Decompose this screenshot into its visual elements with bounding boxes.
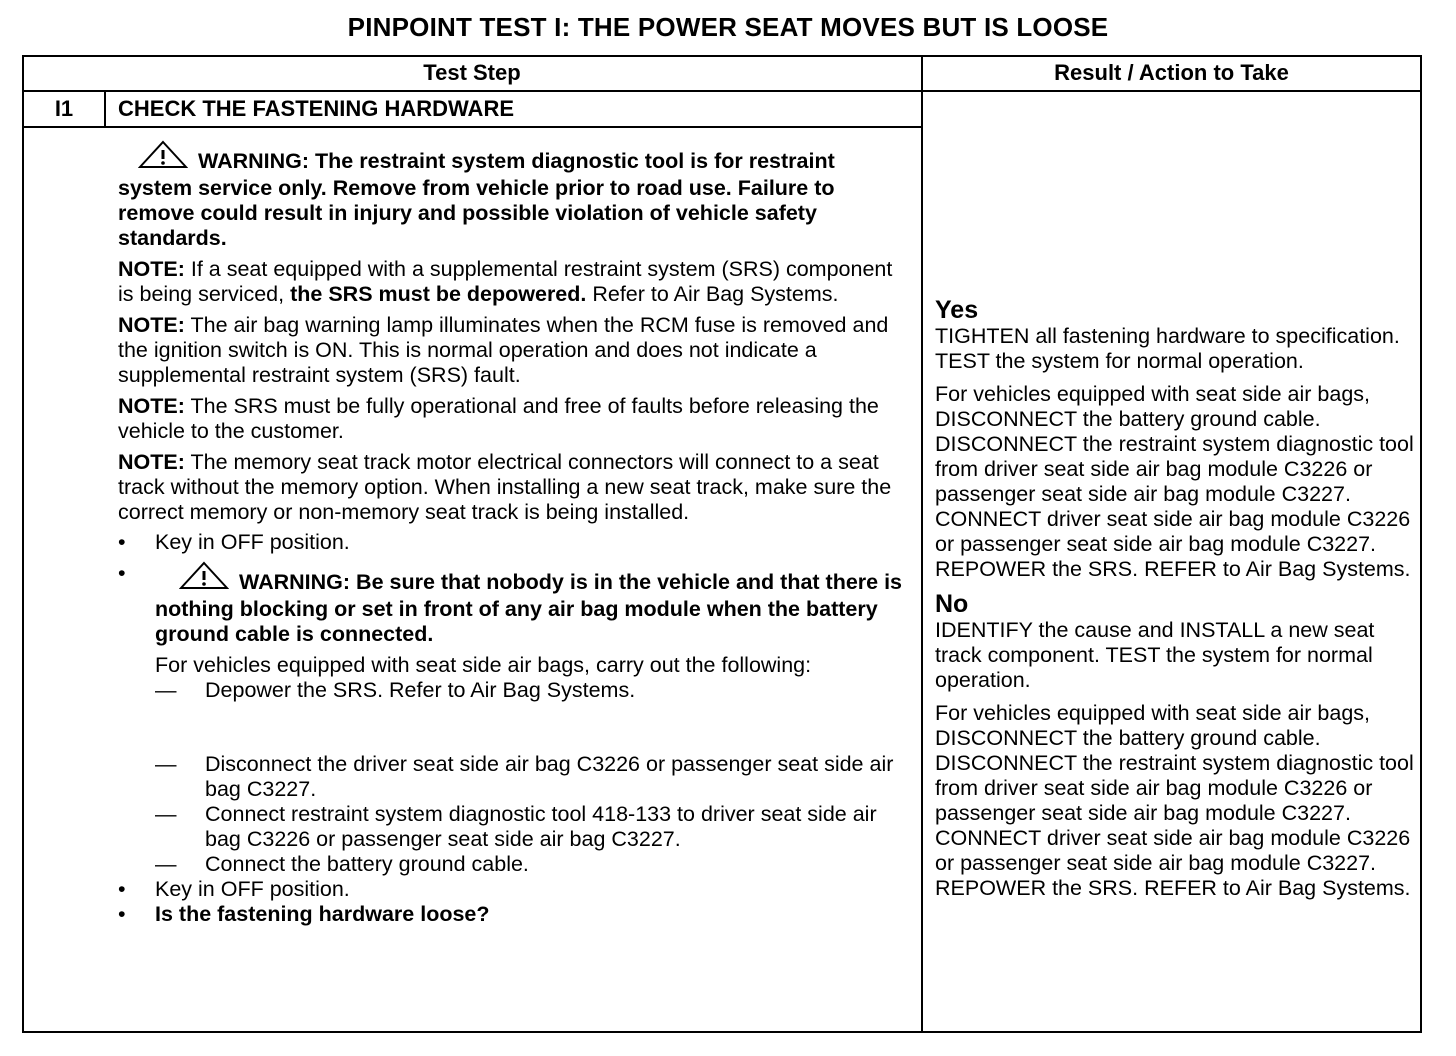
result-column: [935, 296, 1420, 909]
list-item: • Key in OFF position.: [118, 877, 350, 901]
list-item: • Key in OFF position.: [118, 530, 350, 554]
vehicles-instructions: For vehicles equipped with seat side air bags, carry out the following:: [155, 653, 812, 677]
column-divider: [921, 56, 923, 1032]
list-item: — Connect the battery ground cable.: [155, 852, 529, 876]
result-no-vehicles: For vehicles equipped with seat side air bags, DISCONNECT the battery ground cable. DISCONNECT the restraint system diagnostic tool from driver seat side air bag module C3226 or passenger seat side air bag module C3227. CONNECT driver seat side air bag module C3226 or passenger seat side air bag module C3227. REPOWER the SRS. REFER to Air Bag Systems.: [935, 701, 1414, 900]
note-memory-seat: NOTE: The memory seat track motor electrical connectors will connect to a seat track without the memory option. When installing a new seat track, make sure the correct memory or non-memory seat track is being installed.: [118, 450, 892, 524]
warning-triangle-icon: [167, 561, 229, 597]
note-srs-operational: NOTE: The SRS must be fully operational and free of faults before releasing the vehicle to the customer.: [118, 394, 879, 443]
list-item: — Connect restraint system diagnostic tool 418-133 to driver seat side air bag C3226 or passenger seat side air bag C3227.: [155, 802, 877, 851]
note-srs-depowered: NOTE: If a seat equipped with a supplemental restraint system (SRS) component is being serviced, the SRS must be depowered. Refer to Air Bag Systems.: [118, 257, 893, 306]
list-item-question: • Is the fastening hardware loose?: [118, 902, 490, 926]
step-row-divider: [23, 126, 921, 128]
step-title: CHECK THE FASTENING HARDWARE: [118, 96, 515, 121]
test-step-body: [118, 140, 908, 927]
result-yes-vehicles: For vehicles equipped with seat side air bags, DISCONNECT the battery ground cable. DISCONNECT the restraint system diagnostic tool from driver seat side air bag module C3226 or passenger seat side air bag module C3227. CONNECT driver seat side air bag module C3226 or passenger seat side air bag module C3227. REPOWER the SRS. REFER to Air Bag Systems.: [935, 382, 1414, 581]
result-no-text: IDENTIFY the cause and INSTALL a new seat track component. TEST the system for normal operation.: [935, 618, 1375, 692]
header-result: Result / Action to Take: [1054, 60, 1289, 85]
list-item: — Disconnect the driver seat side air bag C3226 or passenger seat side air bag C3227.: [155, 752, 894, 801]
result-yes-text: TIGHTEN all fastening hardware to specification. TEST the system for normal operation.: [935, 324, 1400, 373]
result-yes-label: Yes: [935, 296, 979, 324]
note-warning-lamp: NOTE: The air bag warning lamp illuminates when the RCM fuse is removed and the ignition switch is ON. This is normal operation and does not indicate a supplemental restraint system (SRS) fault.: [118, 313, 889, 387]
page-title: PINPOINT TEST I: THE POWER SEAT MOVES BUT IS LOOSE: [347, 12, 1109, 42]
step-id: I1: [54, 96, 74, 121]
list-item: — Depower the SRS. Refer to Air Bag Systems.: [155, 678, 636, 702]
warning-restraint-tool: WARNING: The restraint system diagnostic tool is for restraint system service only. Remove from vehicle prior to road use. Failure to remove could result in injury and possible violation of vehicle safety standards.: [118, 140, 908, 251]
step-id-divider: [104, 91, 106, 127]
warning-nobody-in-vehicle: • WARNING: Be sure that nobody is in the vehicle and that there is nothing blocking or set in front of any air bag module when the battery ground cable is connected.: [118, 561, 903, 646]
header-divider: [23, 90, 1421, 92]
warning-triangle-icon: [128, 140, 188, 176]
result-no-label: No: [935, 590, 969, 618]
header-test-step: Test Step: [423, 60, 521, 85]
